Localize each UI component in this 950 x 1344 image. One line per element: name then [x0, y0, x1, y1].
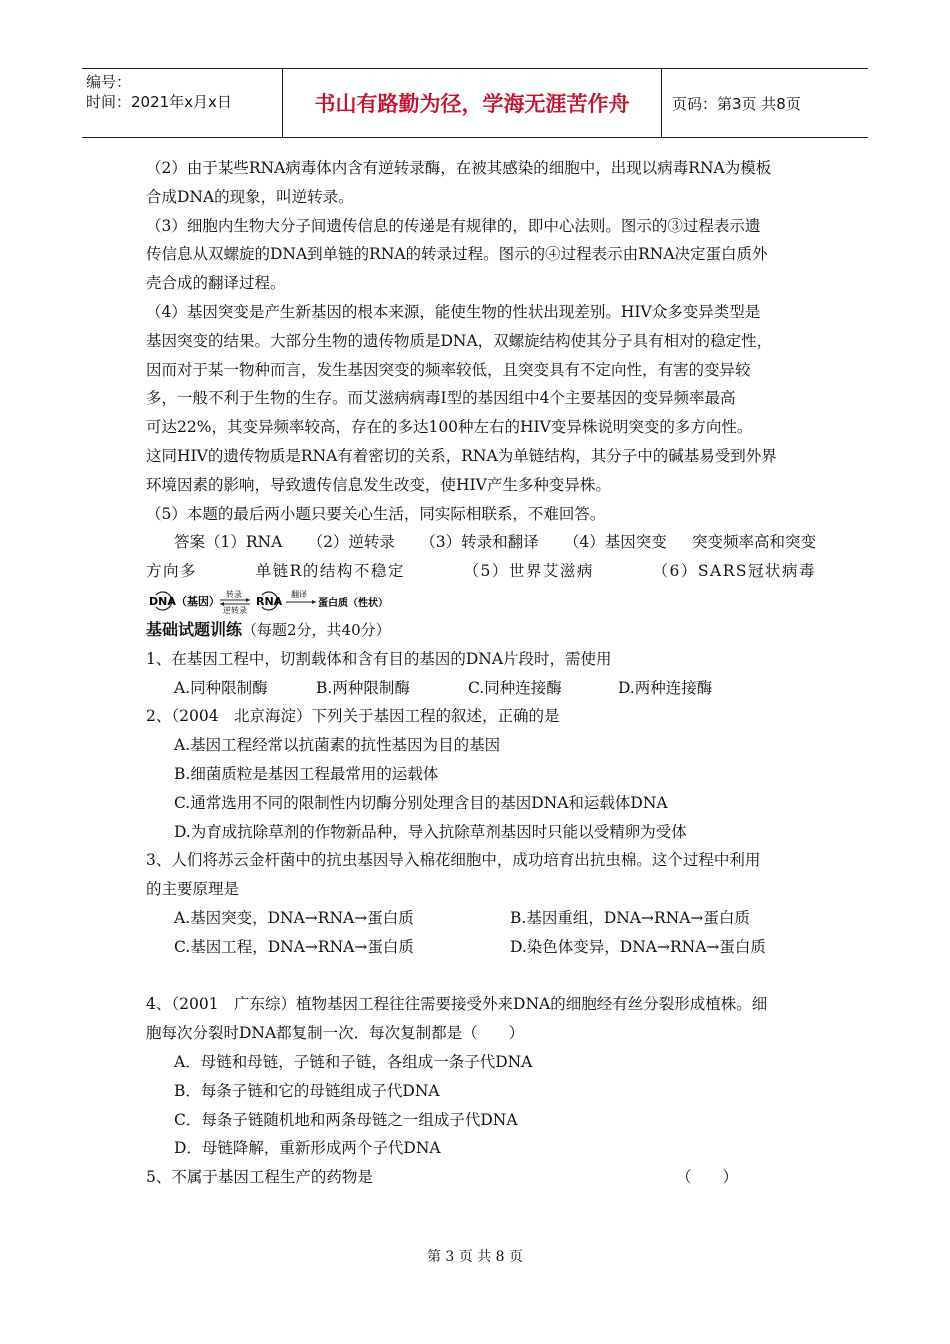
header-meta [82, 69, 282, 137]
paragraph-line: 可达22%，其变异频率较高，存在的多达100种左右的HIV变异株说明突变的多方向性。 [146, 418, 753, 437]
option: C.基因工程，DNA→RNA→蛋白质 [174, 937, 414, 956]
paragraph-line: 这同HIV的遗传物质是RNA有着密切的关系，RNA为单链结构，其分子中的碱基易受到外界 [146, 446, 777, 465]
answer-part: （4）基因突变 [563, 533, 667, 552]
paragraph-line: （2）由于某些RNA病毒体内含有逆转录酶，在被其感染的细胞中，出现以病毒RNA为模板 [146, 159, 772, 177]
option: D.为育成抗除草剂的作物新品种，导入抗除草剂基因时只能以受精卵为受体 [174, 822, 687, 841]
option: A.同种限制酶 [174, 678, 268, 697]
answer-line-1 [146, 528, 816, 557]
question-3-stem-cont: 的主要原理是 [146, 880, 240, 899]
paragraph-line: （4）基因突变是产生新基因的根本来源，能使生物的性状出现差别。HIV众多变异类型是 [146, 302, 761, 321]
option: A.基因突变，DNA→RNA→蛋白质 [174, 908, 414, 927]
question-1-options [146, 674, 816, 703]
doc-time-label: 时间：2021年x月x日 [86, 93, 232, 111]
doc-number-label: 编号： [86, 73, 132, 91]
answer-part: （3）转录和翻译 [420, 533, 539, 552]
option: D.两种连接酶 [618, 678, 713, 697]
protein-label: 蛋白质（性状） [318, 597, 388, 609]
paragraph-line: （3）细胞内生物大分子间遗传信息的传递是有规律的，即中心法则。图示的③过程表示遗 [146, 216, 761, 235]
question-1-stem: 1、在基因工程中，切割载体和含有目的基因的DNA片段时，需使用 [146, 649, 612, 668]
option: C.通常选用不同的限制性内切酶分别处理含目的基因DNA和运载体DNA [174, 793, 668, 812]
paragraph-line: 因而对于某一物种而言，发生基因突变的频率较低，且突变具有不定向性，有害的变异较 [146, 360, 751, 379]
option: D．母链降解，重新形成两个子代DNA [174, 1139, 441, 1158]
paragraph-line: 环境因素的影响，导致遗传信息发生改变，使HIV产生多种变异株。 [146, 475, 611, 494]
option: B.两种限制酶 [316, 678, 410, 697]
option: A.基因工程经常以抗菌素的抗性基因为目的基因 [174, 736, 501, 755]
rna-label: RNA [256, 594, 283, 608]
paragraph-line: 传信息从双螺旋的DNA到单链的RNA的转录过程。图示的④过程表示由RNA决定蛋白质外 [146, 245, 768, 264]
question-5-stem: 5、不属于基因工程生产的药物是 [146, 1168, 373, 1187]
option: B.基因重组，DNA→RNA→蛋白质 [510, 908, 750, 927]
dna-label: DNA（基因） [149, 594, 220, 608]
paragraph-line: 壳合成的翻译过程。 [146, 274, 286, 293]
answer-part: 单链R的结构不稳定 [255, 562, 405, 581]
central-dogma-diagram [146, 586, 816, 616]
header-page-info: 页码：第3页 共8页 [672, 94, 801, 113]
answer-bracket: （ ） [676, 1168, 739, 1187]
section-note: （每题2分，共40分） [242, 620, 391, 639]
document-body [146, 154, 816, 1192]
translation-label: 翻译 [291, 589, 307, 599]
question-5 [146, 1163, 816, 1192]
section-heading [146, 616, 816, 645]
page-footer: 第 3 页 共 8 页 [426, 1249, 524, 1265]
header-motto: 书山有路勤为径，学海无涯苦作舟 [282, 69, 662, 137]
paragraph-line: 基因突变的结果。大部分生物的遗传物质是DNA，双螺旋结构使其分子具有相对的稳定性， [146, 331, 773, 350]
answer-line-2 [146, 557, 816, 586]
paragraph-line: 合成DNA的现象，叫逆转录。 [146, 187, 354, 206]
question-3-options-row [146, 904, 816, 933]
spacer [146, 962, 816, 991]
answer-part: 答案（1）RNA [174, 533, 283, 552]
translation-arrowhead [312, 600, 316, 604]
reverse-label: 逆转录 [223, 605, 247, 615]
option: A．母链和母链，子链和子链，各组成一条子代DNA [174, 1052, 533, 1071]
answer-part: （6）SARS冠状病毒 [652, 562, 816, 581]
option: C．每条子链随机地和两条母链之一组成子代DNA [174, 1110, 518, 1129]
transcription-arrowhead [246, 598, 250, 602]
answer-part: （2）逆转录 [307, 533, 395, 552]
option: B．每条子链和它的母链组成子代DNA [174, 1081, 440, 1100]
question-3-stem: 3、人们将苏云金杆菌中的抗虫基因导入棉花细胞中，成功培育出抗虫棉。这个过程中利用 [146, 851, 761, 870]
paragraph-line: （5）本题的最后两小题只要关心生活，同实际相联系，不难回答。 [146, 504, 606, 523]
central-dogma-svg [146, 586, 406, 616]
answer-part: 方向多 [146, 562, 198, 581]
page-header [82, 68, 868, 138]
question-3-options-row [146, 933, 816, 962]
option: C.同种连接酶 [468, 678, 562, 697]
answer-part: 突变频率高和突变 [691, 533, 816, 552]
answer-part: （5）世界艾滋病 [463, 562, 594, 581]
option: D.染色体变异，DNA→RNA→蛋白质 [510, 937, 766, 956]
paragraph-line: 多，一般不利于生物的生存。而艾滋病病毒Ⅰ型的基因组中4个主要基因的变异频率最高 [146, 389, 736, 408]
section-title: 基础试题训练 [146, 619, 243, 639]
option: B.细菌质粒是基因工程最常用的运载体 [174, 764, 439, 783]
transcription-label: 转录 [226, 589, 242, 599]
question-4-stem-cont: 胞每次分裂时DNA都复制一次．每次复制都是（ ） [146, 1024, 525, 1043]
question-2-stem: 2、（2004 北京海淀）下列关于基因工程的叙述，正确的是 [146, 707, 560, 726]
question-4-stem: 4、（2001 广东综）植物基因工程往往需要接受外来DNA的细胞经有丝分裂形成植株。细 [146, 995, 768, 1014]
